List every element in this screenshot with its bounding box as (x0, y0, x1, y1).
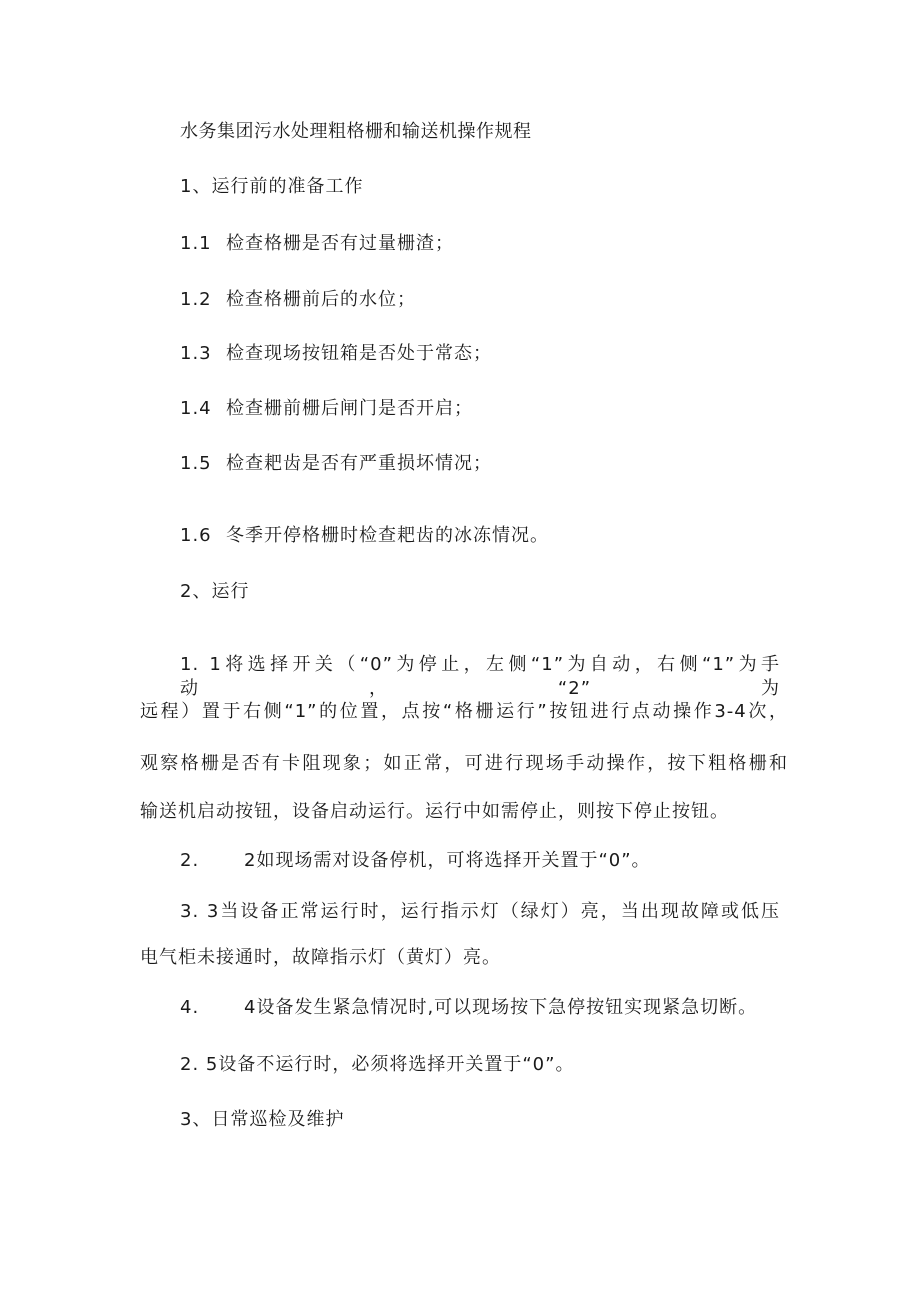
paragraph-number: 2. (180, 850, 200, 871)
document-title: 水务集团污水处理粗格栅和输送机操作规程 (180, 121, 532, 142)
list-item-1-5 (180, 452, 492, 476)
section-2-heading: 2、运行 (180, 581, 250, 602)
paragraph-2-2 (180, 849, 651, 873)
section-3-heading: 3、日常巡检及维护 (180, 1109, 345, 1130)
list-item-1-6 (180, 524, 549, 548)
item-number: 1.2 (180, 289, 212, 310)
paragraph-number: 4. (180, 997, 200, 1018)
paragraph-2-1-line-1: 1. 1将选择开关（“0”为停止，左侧“1”为自动，右侧“1”为手动，“2”为 (180, 654, 780, 699)
paragraph-text: 4设备发生紧急情况时,可以现场按下急停按钮实现紧急切断。 (244, 997, 758, 1018)
list-item-1-4 (180, 397, 473, 421)
paragraph-2-4 (180, 996, 757, 1020)
paragraph-2-5: 2. 5设备不运行时，必须将选择开关置于“0”。 (180, 1054, 575, 1075)
item-text: 检查格栅是否有过量栅渣； (226, 233, 454, 254)
paragraph-2-3-line-2: 电气柜未接通时，故障指示灯（黄灯）亮。 (140, 947, 501, 968)
paragraph-2-1-line-2: 远程）置于右侧“1”的位置，点按“格栅运行”按钮进行点动操作3-4次， (140, 701, 788, 722)
section-1-heading: 1、运行前的准备工作 (180, 176, 364, 197)
item-number: 1.1 (180, 233, 212, 254)
paragraph-text: 2如现场需对设备停机，可将选择开关置于“0”。 (244, 850, 651, 871)
paragraph-2-1-line-4: 输送机启动按钮，设备启动运行。运行中如需停止，则按下停止按钮。 (140, 801, 729, 822)
item-text: 检查耙齿是否有严重损坏情况； (226, 453, 492, 474)
list-item-1-2 (180, 288, 416, 312)
paragraph-2-1-line-3: 观察格栅是否有卡阻现象；如正常，可进行现场手动操作，按下粗格栅和 (140, 753, 788, 774)
item-text: 冬季开停格栅时检查耙齿的冰冻情况。 (226, 525, 549, 546)
item-text: 检查栅前栅后闸门是否开启； (226, 398, 473, 419)
list-item-1-3 (180, 342, 492, 366)
paragraph-2-3-line-1: 3. 3当设备正常运行时，运行指示灯（绿灯）亮，当出现故障或低压 (180, 901, 780, 922)
item-text: 检查现场按钮箱是否处于常态； (226, 343, 492, 364)
item-number: 1.5 (180, 453, 212, 474)
item-number: 1.3 (180, 343, 212, 364)
item-text: 检查格栅前后的水位； (226, 289, 416, 310)
list-item-1-1 (180, 232, 454, 256)
item-number: 1.6 (180, 525, 212, 546)
item-number: 1.4 (180, 398, 212, 419)
